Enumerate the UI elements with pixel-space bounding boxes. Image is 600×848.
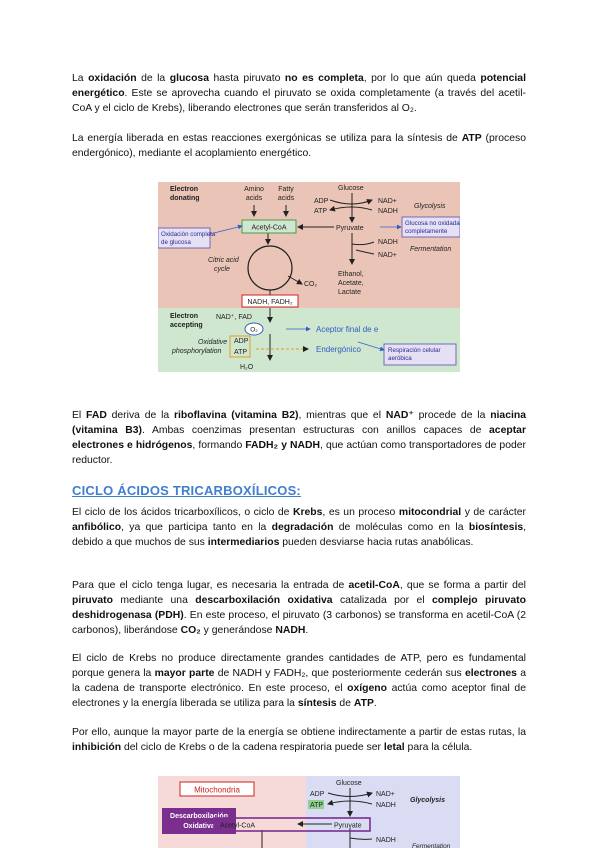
glucosa-no-oxidada-label: Glucosa no oxidada completamente [405, 220, 460, 235]
citric-acid-cycle-label: Citric acid cycle [208, 257, 239, 273]
glycolysis-label: Glycolysis [414, 203, 446, 210]
acetyl-coa-label: Acetyl-CoA [251, 224, 287, 232]
adp-label-2: ADP [234, 338, 249, 345]
fermentation-label-2: Fermentation [412, 843, 451, 848]
acetyl-coa-label-2: Acetyl-CoA [220, 822, 256, 830]
nad-plus-label-3: NAD+ [376, 791, 395, 798]
fermentation-label: Fermentation [410, 246, 452, 253]
section-heading: CICLO ÁCIDOS TRICARBOXÍLICOS: [72, 483, 301, 498]
nadh-label-3: NADH [376, 802, 396, 809]
amino-acids-label: Amino acids [244, 186, 264, 202]
oxidative-phosphorylation-label: Oxidative phosphorylation [172, 339, 228, 355]
mitochondria-label: Mitochondria [194, 785, 240, 795]
endergonico-label: Endergónico [316, 345, 361, 354]
electron-accepting-label: Electron accepting [170, 313, 203, 329]
glucose-label: Glucose [338, 185, 364, 192]
oxidacion-completa-label: Oxidación completa de glucosa [161, 231, 216, 246]
paragraph-acetyl-coa: Para que el ciclo tenga lugar, es necesaria la entrada de acetil-CoA, que se forma a partir del piruvato mediante una descarboxilación oxidativa catalizada por el complejo piruvato deshidrogenasa (PDH). En este proceso, el piruvato (3 carbonos) se transforma en acetil-CoA (2 carbonos), liberándose CO₂ y generándose NADH. [72, 580, 527, 636]
atp-label-3: ATP [310, 802, 324, 809]
pyruvate-label: Pyruvate [336, 225, 364, 232]
glycolysis-label-2: Glycolysis [410, 797, 446, 804]
respiracion-celular-label: Respiración celular aeróbica [388, 347, 441, 362]
paragraph-krebs: El ciclo de los ácidos tricarboxílicos, o ciclo de Krebs, es un proceso mitocondrial y de carácter anfibólico, ya que participa tanto en la degradación de moléculas como en la biosíntesis, debido a que muchos de sus intermediarios pueden desviarse hacia rutas anabólicas. [72, 507, 527, 548]
paragraph-coenzymes: El FAD deriva de la riboflavina (vitamina B2), mientras que el NAD⁺ procede de la niacina (vitamina B3). Ambas coenzimas presentan estructuras con anillos capaces de aceptar electrones e hidrógenos, formando FADH₂ y NADH, que actúan como transportadores de poder reductor. [72, 410, 527, 466]
mitochondria-diagram [158, 776, 460, 848]
ethanol-label: Ethanol, Acetate, Lactate [338, 271, 364, 296]
paragraph-intro: La oxidación de la glucosa hasta piruvato no es completa, por lo que aún queda potencial energético. Este se aprovecha cuando el piruvato se oxida completamente (a través del acetil-CoA y el ciclo de Krebs), liberando electrones que serán transferidos al O₂. [72, 73, 526, 114]
descarboxilacion-label: Descarboxilación Oxidativa [170, 813, 228, 830]
nadh-fadh2-label: NADH, FADH₂ [247, 299, 293, 306]
o2-label: O₂ [250, 326, 258, 334]
pyruvate-label-2: Pyruvate [334, 822, 362, 830]
electron-donating-label: Electron donating [170, 186, 200, 202]
adp-label: ADP [314, 198, 329, 205]
paragraph-inhibition: Por ello, aunque la mayor parte de la energía se obtiene indirectamente a partir de estas rutas, la inhibición del ciclo de Krebs o de la cadena respiratoria puede ser letal para la célula. [72, 727, 526, 753]
nad-plus-label: NAD+ [378, 198, 397, 205]
metabolism-diagram [158, 182, 460, 372]
h2o-label: H₂O [240, 364, 254, 371]
co2-label: CO₂ [304, 281, 318, 288]
descarboxilacion-box [162, 808, 236, 834]
nadh-label-4: NADH [376, 837, 396, 844]
glucose-label-2: Glucose [336, 780, 362, 787]
paragraph-atp-production: El ciclo de Krebs no produce directamente grandes cantidades de ATP, pero es fundamental porque genera la mayor parte de NADH y FADH₂, que posteriormente cederán sus electrones a la cadena de transporte electrónico. En este proceso, el oxígeno actúa como aceptor final de electrones y la energía liberada se utiliza para la síntesis de ATP. [72, 653, 526, 709]
aceptor-final-label: Aceptor final de e [316, 325, 379, 334]
paragraph-atp: La energía liberada en estas reacciones exergónicas se utiliza para la síntesis de ATP (proceso endergónico), mediante el acoplamiento energético. [72, 133, 526, 159]
adp-label-3: ADP [310, 791, 325, 798]
atp-label-2: ATP [234, 349, 248, 356]
fatty-acids-label: Fatty acids [277, 186, 295, 202]
nadh-label: NADH [378, 208, 398, 215]
nad-plus-label-2: NAD+ [378, 252, 397, 259]
atp-label: ATP [314, 208, 328, 215]
nad-fad-label: NAD⁺, FAD [216, 314, 252, 321]
nadh-label-2: NADH [378, 239, 398, 246]
